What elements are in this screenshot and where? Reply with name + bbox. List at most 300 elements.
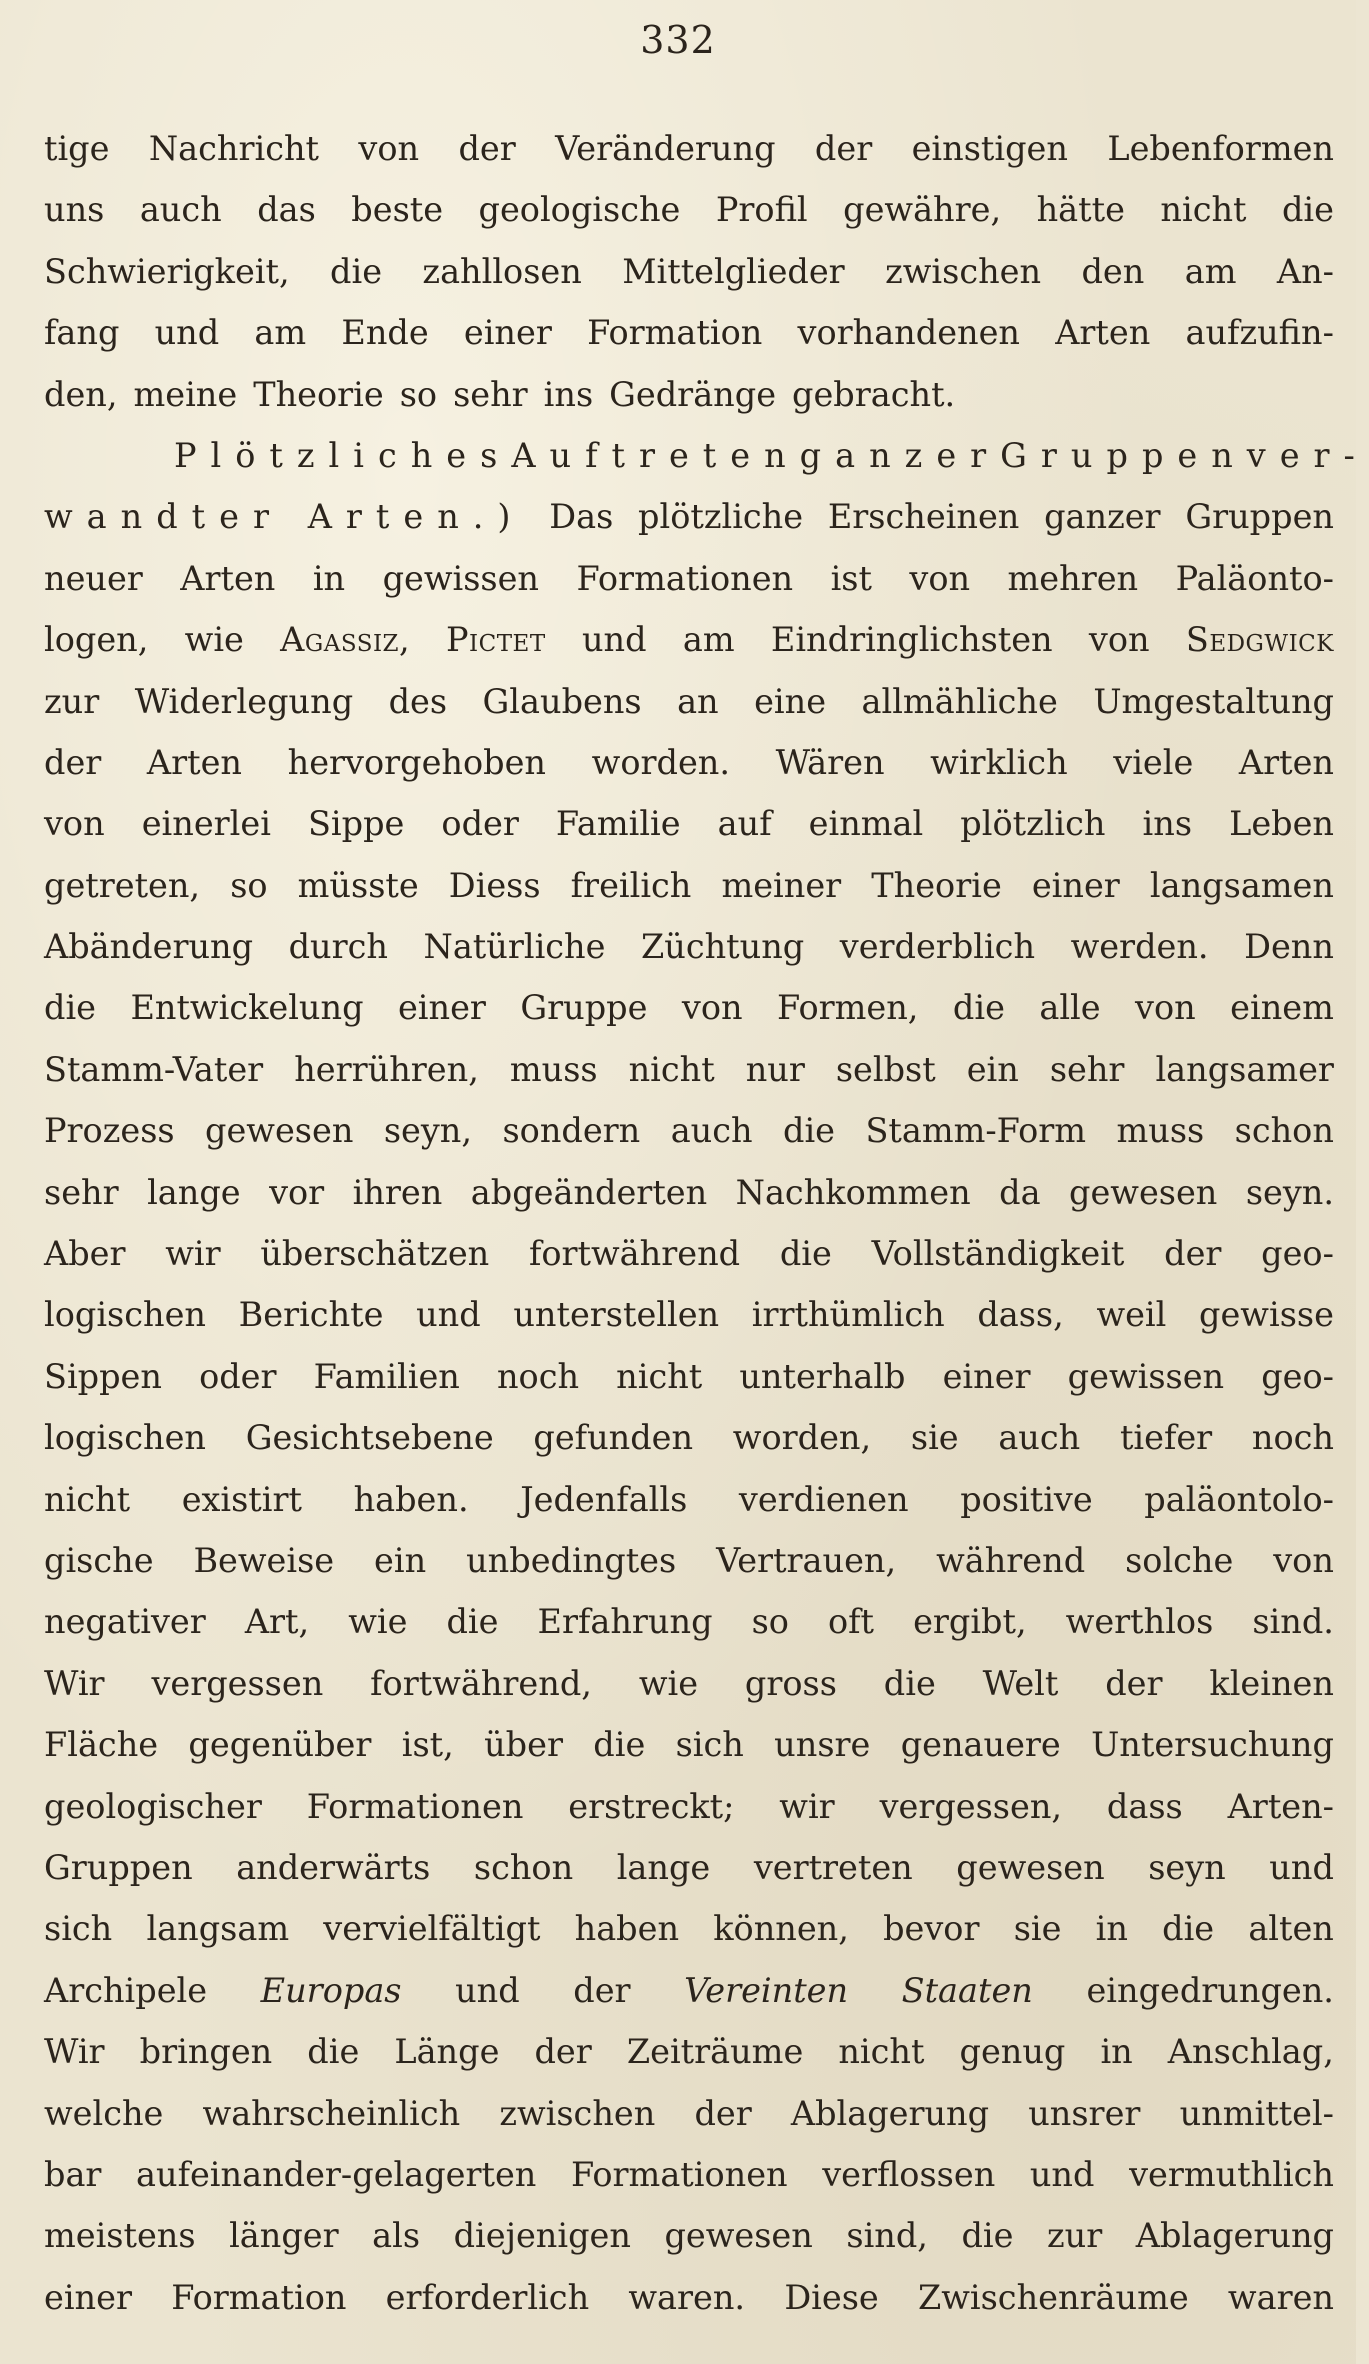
text-word <box>1047 2205 1102 2266</box>
text-word <box>936 1530 1085 1591</box>
text-run: werthlos <box>1065 1602 1214 1642</box>
text-word <box>44 1469 130 1530</box>
text-word <box>374 1530 426 1591</box>
text-run: Wir <box>44 2032 105 2072</box>
text-run: länger <box>229 2216 339 2256</box>
text-run: dass <box>1106 1786 1183 1826</box>
text-run: langsamen <box>1149 865 1334 905</box>
text-word <box>1136 2205 1334 2266</box>
text-run: die <box>961 2216 1014 2256</box>
text-run: fortwährend, <box>370 1663 592 1703</box>
text-run: lange <box>147 1172 241 1212</box>
text-word <box>1180 2083 1334 2144</box>
text-line <box>44 1837 1334 1898</box>
text-word <box>520 977 647 1038</box>
text-run: Berichte <box>238 1295 384 1335</box>
text-run: nicht <box>616 1356 703 1396</box>
text-run: Ablagerung <box>790 2093 990 2133</box>
text-word <box>135 671 353 732</box>
text-run: von <box>1135 988 1196 1028</box>
text-word <box>511 425 799 486</box>
text-word <box>44 364 118 425</box>
text-word <box>188 1714 371 1775</box>
text-word <box>1239 732 1334 793</box>
text-run: gewissen <box>382 558 540 598</box>
text-line <box>44 1960 1334 2021</box>
text-word <box>582 609 647 670</box>
text-word <box>424 916 606 977</box>
text-word <box>999 1162 1040 1223</box>
text-word <box>977 1284 1063 1345</box>
text-run: Gesichtsebene <box>245 1418 494 1458</box>
text-run: auch <box>998 1418 1081 1458</box>
text-word <box>840 916 1035 977</box>
text-run: wirklich <box>930 742 1068 782</box>
text-run: noch <box>496 1356 580 1396</box>
text-run: Glaubens <box>482 681 642 721</box>
text-run: waren. <box>628 2277 746 2317</box>
text-word <box>677 671 719 732</box>
text-word <box>236 1837 430 1898</box>
text-run: Theorie <box>871 865 1002 905</box>
text-word <box>1135 977 1196 1038</box>
text-run: die <box>779 1234 832 1274</box>
text-word <box>1014 1898 1062 1959</box>
text-run: Lebenformen <box>1107 129 1334 168</box>
text-run: gewissen <box>1067 1356 1225 1396</box>
text-word <box>571 2144 788 2205</box>
text-run: in <box>1100 2032 1133 2072</box>
text-run: alle <box>1039 988 1101 1028</box>
text-word <box>1248 1898 1334 1959</box>
text-word <box>1069 1162 1217 1223</box>
text-word <box>44 1162 119 1223</box>
text-run: sind, <box>846 2216 928 2256</box>
text-run: lange <box>616 1847 711 1887</box>
text-line <box>44 548 1334 609</box>
text-run: der <box>44 742 102 782</box>
text-word <box>592 732 730 793</box>
text-word <box>44 793 105 854</box>
text-word <box>502 1100 640 1161</box>
text-run: unbedingtes <box>466 1540 677 1580</box>
text-word <box>1186 302 1334 363</box>
text-run: Staaten <box>901 1970 1033 2010</box>
text-run: einmal <box>808 804 924 844</box>
text-run: meine <box>133 374 238 414</box>
text-word <box>568 1776 734 1837</box>
text-run: Arten <box>1055 313 1151 353</box>
text-run: nicht <box>1160 190 1247 230</box>
text-run: die <box>307 2032 360 2072</box>
text-run: wie <box>184 620 244 660</box>
text-run: Arten- <box>1227 1786 1334 1826</box>
text-run: Untersuchung <box>1091 1725 1334 1765</box>
text-line <box>44 1530 1334 1591</box>
text-word <box>384 1100 472 1161</box>
text-run: so <box>230 865 268 905</box>
text-word <box>930 732 1067 793</box>
text-word <box>544 364 593 425</box>
text-run: genauere <box>900 1725 1061 1765</box>
text-run: unsre <box>774 1725 871 1765</box>
text-line <box>44 1469 1334 1530</box>
text-run: Veränderung <box>555 129 776 168</box>
text-run: existirt <box>181 1479 302 1519</box>
text-run: von <box>1088 620 1150 660</box>
text-run: verflossen <box>822 2154 996 2194</box>
text-run: wahrscheinlich <box>202 2093 461 2133</box>
text-word <box>1055 302 1150 363</box>
text-word <box>1209 1653 1334 1714</box>
text-word <box>44 1039 263 1100</box>
text-run: muss <box>1116 1111 1205 1151</box>
text-word <box>479 179 681 240</box>
text-word <box>967 1039 1019 1100</box>
text-word <box>960 793 1105 854</box>
text-run: oder <box>199 1356 277 1396</box>
text-word <box>831 548 872 609</box>
text-word <box>44 1653 105 1714</box>
text-line <box>44 2267 1334 2328</box>
text-word <box>784 2267 878 2328</box>
text-run: auf <box>717 804 772 844</box>
text-run: meistens <box>44 2216 196 2256</box>
text-word <box>44 1407 206 1468</box>
text-run: Welt <box>982 1663 1059 1703</box>
text-run: die <box>1281 190 1334 230</box>
text-word <box>466 1530 676 1591</box>
text-run: sondern <box>502 1111 641 1151</box>
text-word <box>497 1346 579 1407</box>
text-word <box>862 671 1058 732</box>
text-word <box>44 548 143 609</box>
text-run: Abänderung <box>44 927 254 967</box>
text-word <box>140 179 222 240</box>
text-run: noch <box>1251 1418 1334 1458</box>
text-word <box>44 302 119 363</box>
text-run: am <box>254 313 307 353</box>
text-run: freilich <box>570 865 692 905</box>
text-run: Sippen <box>44 1356 162 1396</box>
text-word <box>884 1653 936 1714</box>
text-line <box>44 1591 1334 1652</box>
text-word <box>628 2267 745 2328</box>
text-word <box>1050 1039 1125 1100</box>
text-word <box>372 2205 420 2266</box>
text-word <box>960 2021 1066 2082</box>
text-run: Plötzliches <box>174 435 512 475</box>
text-run: die <box>952 988 1005 1028</box>
text-word <box>44 1960 207 2021</box>
text-word <box>800 425 1000 486</box>
text-word <box>44 486 283 547</box>
text-line <box>44 118 1334 179</box>
text-word <box>671 1100 753 1161</box>
text-word <box>261 1960 402 2021</box>
text-word <box>872 1223 1125 1284</box>
text-word <box>1176 548 1334 609</box>
text-word <box>1105 1653 1162 1714</box>
text-word <box>911 1407 959 1468</box>
text-run: positive <box>960 1479 1093 1519</box>
text-run: einem <box>1230 988 1334 1028</box>
text-run: Gruppen <box>1000 435 1247 475</box>
text-word <box>44 916 253 977</box>
text-word <box>1186 609 1334 670</box>
text-word <box>269 1162 324 1223</box>
text-run: seyn <box>1148 1847 1226 1887</box>
text-word <box>943 1346 1031 1407</box>
text-word <box>1273 1530 1334 1591</box>
text-run: Diese <box>784 2277 879 2317</box>
text-word <box>828 1591 874 1652</box>
text-word <box>1129 2144 1334 2205</box>
text-run: getreten, <box>44 865 201 905</box>
text-word <box>185 609 244 670</box>
text-line <box>44 1284 1334 1345</box>
text-word <box>676 1714 744 1775</box>
text-run: geo- <box>1261 1356 1334 1396</box>
text-word <box>307 2021 359 2082</box>
text-run: unterstellen <box>513 1295 720 1335</box>
text-run: der <box>1164 1234 1222 1274</box>
text-word <box>513 1284 719 1345</box>
text-word <box>44 1100 175 1161</box>
text-run: tige <box>44 129 110 168</box>
text-word <box>627 2021 803 2082</box>
text-word <box>815 118 872 179</box>
page-number: 332 <box>640 18 716 62</box>
text-word <box>171 2267 346 2328</box>
text-run: logischen <box>44 1295 206 1335</box>
text-word <box>44 671 99 732</box>
text-run: Zeiträume <box>626 2032 804 2072</box>
text-run: am <box>682 620 735 660</box>
text-word <box>694 2083 751 2144</box>
text-run: Jedenfalls <box>520 1479 688 1519</box>
text-word <box>1228 2267 1334 2328</box>
text-word <box>838 2021 924 2082</box>
text-run: von <box>44 804 105 844</box>
text-run: erforderlich <box>385 2277 590 2317</box>
text-run: geologischer <box>44 1786 262 1826</box>
text-word <box>1089 609 1150 670</box>
text-run: eine <box>754 681 827 721</box>
text-word <box>609 364 776 425</box>
text-run: Formationen <box>576 558 794 598</box>
text-run: einstigen <box>911 129 1068 168</box>
text-run: worden. <box>591 742 730 782</box>
text-run: durch <box>288 927 388 967</box>
text-run: Theorie <box>253 374 384 414</box>
text-word <box>483 671 642 732</box>
text-run: Arten <box>180 558 276 598</box>
text-word <box>739 1469 909 1530</box>
text-run: plötzlich <box>960 804 1106 844</box>
text-word <box>779 1776 834 1837</box>
text-word <box>1277 241 1334 302</box>
text-run: sich <box>44 1909 113 1949</box>
text-run: sehr <box>44 1172 119 1212</box>
text-run: sie <box>1013 1909 1062 1949</box>
text-run: wie <box>638 1663 699 1703</box>
text-word <box>771 609 1053 670</box>
text-run: gewesen <box>205 1111 354 1151</box>
text-run: nicht <box>838 2032 925 2072</box>
text-word <box>165 1223 220 1284</box>
text-word <box>956 1837 1104 1898</box>
text-word <box>44 1530 154 1591</box>
text-word <box>174 425 511 486</box>
text-run: Sedgwick <box>1185 620 1334 660</box>
text-word <box>1229 793 1334 854</box>
text-word <box>44 241 290 302</box>
text-word <box>402 1714 454 1775</box>
text-run: kleinen <box>1209 1663 1334 1703</box>
text-word <box>1116 1100 1204 1161</box>
text-run: plötzliche <box>638 497 804 537</box>
text-run: diejenigen <box>453 2216 631 2256</box>
text-word <box>44 609 148 670</box>
body-text <box>44 118 1369 2328</box>
text-run: gross <box>744 1663 837 1703</box>
text-run: das <box>257 190 316 230</box>
text-word <box>1071 916 1209 977</box>
text-word <box>454 2205 631 2266</box>
text-word <box>1144 1469 1334 1530</box>
text-run: , <box>399 620 410 660</box>
text-run: Profil <box>715 190 808 230</box>
text-run: paläontolo- <box>1144 1479 1334 1519</box>
text-run: herrühren, <box>294 1049 479 1089</box>
text-run: Sippe <box>307 804 405 844</box>
text-word <box>348 1591 407 1652</box>
text-run: aufzufin- <box>1185 313 1334 353</box>
text-word <box>441 793 518 854</box>
text-run: Züchtung <box>640 927 805 967</box>
text-run: logen, <box>44 620 149 660</box>
text-word <box>44 1591 206 1652</box>
text-run: nicht <box>628 1049 715 1089</box>
text-word <box>733 1407 871 1468</box>
text-word <box>422 241 581 302</box>
text-word <box>44 179 104 240</box>
text-run: und <box>581 620 647 660</box>
text-word <box>684 1960 848 2021</box>
text-word <box>983 1653 1059 1714</box>
text-run: worden, <box>732 1418 872 1458</box>
text-run: waren <box>1227 2277 1334 2317</box>
text-run: Mittelglieder <box>622 251 845 291</box>
text-word <box>629 1039 715 1100</box>
text-word <box>370 1653 592 1714</box>
text-word <box>358 118 419 179</box>
text-word <box>1100 2021 1132 2082</box>
text-run: weil <box>1096 1295 1167 1335</box>
text-run: vermuthlich <box>1129 2154 1334 2194</box>
text-run: ins <box>1142 804 1193 844</box>
text-word <box>746 1039 805 1100</box>
text-word <box>587 302 762 363</box>
text-run: viele <box>1113 742 1194 782</box>
text-word <box>383 548 539 609</box>
text-word <box>1244 916 1334 977</box>
text-word <box>474 1837 573 1898</box>
text-run: Formen, <box>777 988 919 1028</box>
text-run: die <box>446 1602 499 1642</box>
text-run: bevor <box>883 1909 980 1949</box>
text-run: ganzer <box>799 435 1001 475</box>
text-word <box>791 2083 989 2144</box>
text-run: Pictet <box>445 620 546 660</box>
text-run: Formationen <box>306 1786 524 1826</box>
text-run: abgeänderten <box>470 1172 708 1212</box>
text-run: verderblich <box>839 927 1036 967</box>
text-line <box>44 1223 1334 1284</box>
text-word <box>776 732 885 793</box>
text-word <box>739 1346 905 1407</box>
text-word <box>471 1162 707 1223</box>
text-run: aufeinander-gelagerten <box>136 2154 537 2194</box>
text-run: Familien <box>313 1356 460 1396</box>
text-word <box>537 1591 712 1652</box>
text-word <box>446 1591 498 1652</box>
text-word <box>716 179 808 240</box>
text-run: der <box>694 2093 752 2133</box>
text-run: gewisse <box>1199 1295 1334 1335</box>
text-word <box>257 179 316 240</box>
text-word <box>961 2205 1013 2266</box>
text-run: die <box>883 1663 936 1703</box>
text-word <box>245 1591 309 1652</box>
text-word <box>455 1960 520 2021</box>
text-run: vergessen, <box>879 1786 1063 1826</box>
text-run: geo- <box>1261 1234 1334 1274</box>
text-run: Denn <box>1244 927 1334 967</box>
text-run: während <box>936 1540 1086 1580</box>
text-run: logischen <box>44 1418 206 1458</box>
text-word <box>341 302 428 363</box>
text-word <box>44 1714 158 1775</box>
text-word <box>394 2021 499 2082</box>
text-word <box>575 1898 679 1959</box>
text-run: ein <box>374 1540 427 1580</box>
text-run: Agassiz <box>280 620 400 660</box>
text-word <box>783 1100 835 1161</box>
text-word <box>151 1653 323 1714</box>
text-word <box>777 977 918 1038</box>
text-word <box>1143 793 1192 854</box>
text-run: von <box>681 988 743 1028</box>
text-word <box>682 977 743 1038</box>
text-word <box>1039 977 1100 1038</box>
text-word <box>622 241 844 302</box>
text-word <box>641 916 804 977</box>
text-run: beste <box>351 190 444 230</box>
text-word <box>576 548 793 609</box>
text-run: und <box>154 313 220 353</box>
text-word <box>616 1346 702 1407</box>
text-word <box>353 1162 443 1223</box>
text-word <box>885 241 1041 302</box>
text-run: und <box>1029 2154 1095 2194</box>
text-word <box>1162 1898 1214 1959</box>
text-run: von <box>358 129 420 168</box>
text-word <box>1247 425 1369 486</box>
text-word <box>464 302 552 363</box>
text-run: unmittel- <box>1179 2093 1334 2133</box>
